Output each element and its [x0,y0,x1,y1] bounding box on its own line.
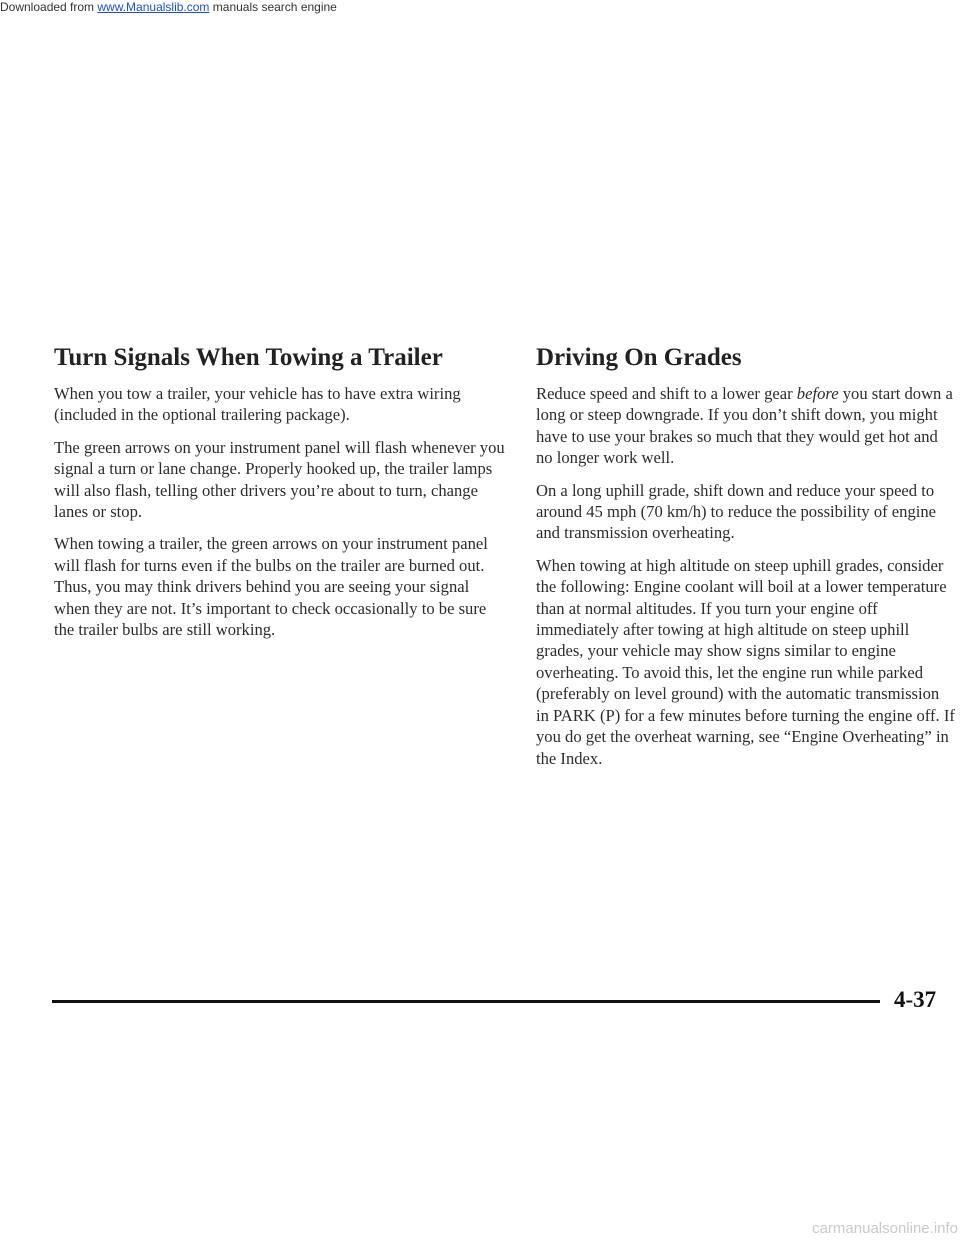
manualslib-link[interactable]: www.Manualslib.com [97,0,210,14]
watermark: carmanualsonline.info [812,1220,958,1237]
download-banner [0,0,337,14]
paragraph-downgrade-start: Reduce speed and shift to a lower gear [536,384,797,403]
banner-suffix: manuals search engine [209,0,337,14]
paragraph-green-arrows: The green arrows on your instrument panel will flash whenever you signal a turn or lane change. Properly hooked up, the trailer lamps will also flash, telling other drivers you’re about to turn, change lanes or stop. [54,437,505,522]
right-column [536,343,956,780]
paragraph-high-altitude: When towing at high altitude on steep uphill grades, consider the following: Engine coolant will boil at a lower temperature than at normal altitudes. If you turn your engine off immediately after towing at high altitude on steep uphill grades, your vehicle may show signs similar to engine overheating. To avoid this, let the engine run while parked (preferably on level ground) with the automatic transmission in PARK (P) for a few minutes before turning the engine off. If you do get the overheat warning, see “Engine Overheating” in the Index. [536,555,955,768]
paragraph-bulbs-burned-out: When towing a trailer, the green arrows on your instrument panel will flash for turns even if the bulbs on the trailer are burned out. Thus, you may think drivers behind you are seeing your signal when they are not. It’s important to check occasionally to be sure the trailer bulbs are still working. [54,534,488,640]
section-heading-turn-signals: Turn Signals When Towing a Trailer [54,344,443,371]
banner-prefix: Downloaded from [0,0,98,14]
paragraph-extra-wiring: When you tow a trailer, your vehicle has to have extra wiring (included in the optional trailering package). [54,384,461,425]
left-column [54,343,509,651]
emphasis-before: before [796,384,839,403]
paragraph-downgrade-end: you start down a long or steep downgrade. If you don’t shift down, you might have to use your brakes so much that they would get hot and no longer work well. [536,384,953,468]
section-heading-driving-on-grades: Driving On Grades [536,344,742,371]
footer-rule [52,1000,880,1003]
page-number: 4-37 [894,987,937,1012]
paragraph-downgrade [536,383,956,469]
paragraph-uphill-grade: On a long uphill grade, shift down and reduce your speed to around 45 mph (70 km/h) to reduce the possibility of engine and transmission overheating. [536,480,937,543]
